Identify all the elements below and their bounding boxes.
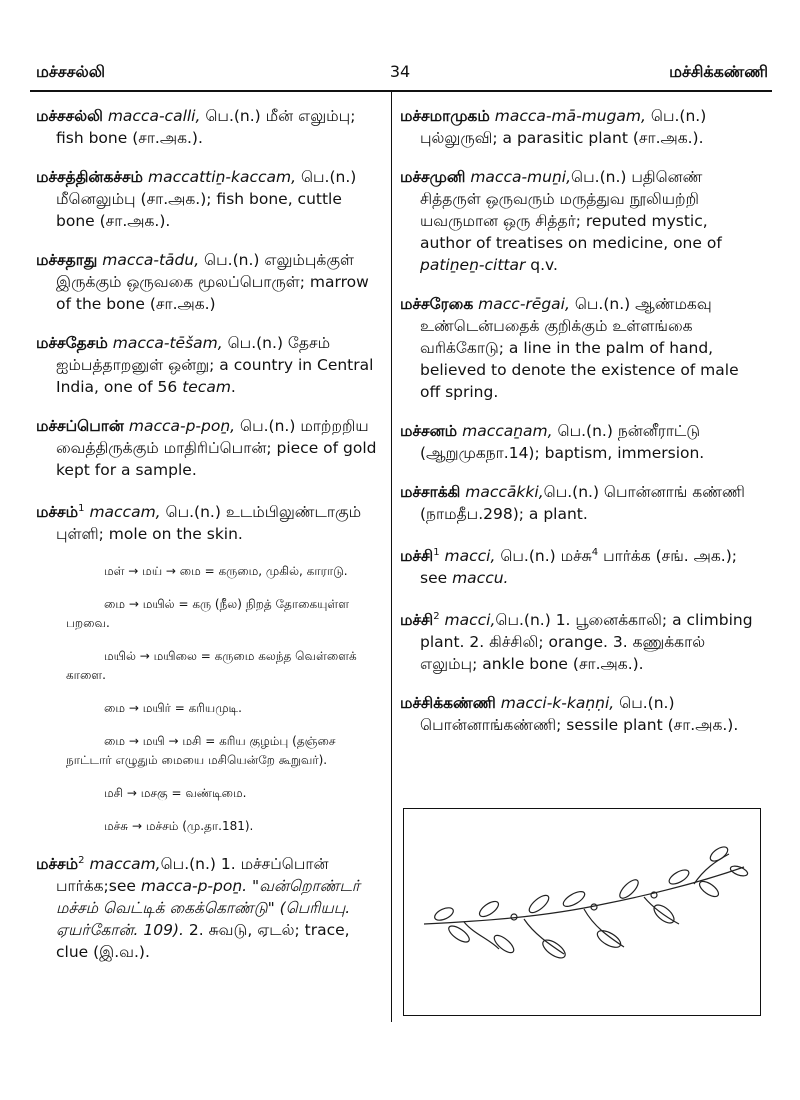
running-header-right: மச்சிக்கண்ணி xyxy=(669,62,768,81)
header-rule xyxy=(30,90,772,92)
column-divider xyxy=(391,92,392,1022)
headword: மச்சிக்கண்ணி xyxy=(400,694,496,713)
transliteration: macci, xyxy=(444,611,496,630)
definition: பெ.(n.) ஆண்மகவு உண்டென்பதைக் குறிக்கும் உள்ளங்கை வரிக்கோடு; a line in the palm of hand, believed to denote the existence of male off spring. xyxy=(420,295,739,401)
headword: மச்சமாமுகம் xyxy=(400,107,490,125)
dictionary-entry xyxy=(36,332,380,398)
headword: மச்சமுனி xyxy=(400,168,466,186)
dictionary-entry xyxy=(400,481,760,525)
headword: மச்சி xyxy=(400,547,434,566)
definition: பெ.(n.) 1. பூனைக்காலி; a climbing plant. 2. கிச்சிலி; orange. 3. கணுக்கால் எலும்பு; ankle bone (சா.அக.). xyxy=(420,611,753,674)
cross-reference: macca-p-poṉ. "வன்றொண்டர் மச்சம் வெட்டிக் கைக்கொண்டு" (பெரியபு. ஏயர்கோன். 109). xyxy=(56,877,360,940)
homonym-number: 2 xyxy=(433,611,440,623)
homonym-number: 2 xyxy=(78,855,85,867)
right-column xyxy=(400,105,760,753)
transliteration: macca-p-poṉ, xyxy=(128,417,236,435)
etymology-line: மச்சு → மச்சம் (மு.தா.181). xyxy=(104,819,254,834)
dictionary-entry xyxy=(400,420,760,464)
headword: மச்சப்பொன் xyxy=(36,417,124,435)
dictionary-entry xyxy=(36,498,380,545)
transliteration: macca-tādu, xyxy=(102,251,200,269)
page-number: 34 xyxy=(389,62,411,81)
definition: பெ.(n.) மீனெலும்பு (சா.அக.); fish bone, cuttle bone (சா.அக.). xyxy=(56,168,357,230)
homonym-number: 1 xyxy=(433,547,440,558)
left-column xyxy=(36,105,380,980)
dictionary-entry xyxy=(400,606,760,675)
dictionary-entry xyxy=(36,415,380,481)
definition: பெ.(n.) பதினெண் சித்தருள் ஒருவரும் மருத்துவ நூலியற்றி யவருமான ஒரு சித்தர்; reputed mystic, author of treatises on medicine, one of xyxy=(420,168,722,252)
running-header-left: மச்சசல்லி xyxy=(36,62,106,81)
plant-drawing xyxy=(404,809,760,1015)
definition: பெ.(n.) மாற்றறிய வைத்திருக்கும் மாதிரிப்பொன்; piece of gold kept for a sample. xyxy=(56,417,377,479)
dictionary-entry xyxy=(400,105,760,149)
definition: பெ.(n.) மீன் எலும்பு; fish bone (சா.அக.). xyxy=(56,107,356,147)
headword: மச்சதாது xyxy=(36,251,98,269)
cross-reference: tecam xyxy=(182,378,231,396)
headword: மச்சி xyxy=(400,611,434,630)
homonym-number: 4 xyxy=(591,547,599,558)
transliteration: macca-calli, xyxy=(107,107,201,125)
headword: மச்சதேசம் xyxy=(36,334,108,352)
transliteration: macca-mā-mugam, xyxy=(494,107,646,125)
transliteration: maccaṉam, xyxy=(462,422,553,440)
definition-end: . xyxy=(230,378,236,396)
dictionary-entry xyxy=(400,692,760,736)
dictionary-entry xyxy=(36,105,380,149)
definition: பெ.(n.) 1. மச்சப்பொன் பார்க்க;see xyxy=(56,855,329,896)
etymology-line: மசி → மசகு = வண்டிமை. xyxy=(104,786,247,801)
dictionary-entry xyxy=(36,166,380,232)
definition-end: q.v. xyxy=(525,256,558,274)
dictionary-entry xyxy=(400,542,760,589)
transliteration: macca-tēšam, xyxy=(112,334,223,352)
definition: பெ.(n.) தேசம் ஐம்பத்தாறனுள் ஒன்று; a country in Central India, one of 56 xyxy=(56,334,374,396)
definition: பெ.(n.) மச்சு xyxy=(495,547,592,566)
definition: பெ.(n.) எலும்புக்குள் இருக்கும் ஒருவகை மூலப்பொருள்; marrow of the bone (சா.அக.) xyxy=(56,251,369,313)
etymology-block xyxy=(36,562,380,836)
definition-end: 2. சுவடு, ஏடல்; trace, clue (இ.வ.). xyxy=(56,921,350,962)
dictionary-entry xyxy=(400,166,760,276)
transliteration: maccam, xyxy=(89,855,161,874)
definition: பெ.(n.) நன்னீராட்டு (ஆறுமுகநா.14); baptism, immersion. xyxy=(420,422,705,462)
plant-illustration xyxy=(403,808,761,1016)
dictionary-entry xyxy=(400,293,760,403)
cross-reference: maccu. xyxy=(452,569,509,588)
headword: மச்சனம் xyxy=(400,422,458,440)
etymology-line: மை → மயிர் = கரியமுடி. xyxy=(104,701,242,716)
dictionary-entry xyxy=(36,249,380,315)
headword: மச்சசல்லி xyxy=(36,107,103,125)
definition: பெ.(n.) புல்லுருவி; a parasitic plant (சா.அக.). xyxy=(420,107,707,147)
etymology-line: மை → மயில் = கரு (நீல) நிறத் தோகையுள்ள பறவை. xyxy=(66,597,350,631)
dictionary-entry xyxy=(36,850,380,963)
definition: பெ.(n.) பொன்னாங் கண்ணி (நாமதீப.298); a plant. xyxy=(420,483,745,523)
definition: பெ.(n.) பொன்னாங்கண்ணி; sessile plant (சா.அக.). xyxy=(420,694,739,735)
transliteration: macci-k-kaṇṇi, xyxy=(500,694,615,713)
headword: மச்சம் xyxy=(36,855,79,874)
transliteration: maccam, xyxy=(89,503,161,522)
transliteration: macca-muṉi, xyxy=(470,168,572,186)
headword: மச்சாக்கி xyxy=(400,483,461,501)
headword: மச்சரேகை xyxy=(400,295,474,313)
definition: பார்க்க (சங். அக.); see xyxy=(420,547,737,588)
transliteration: macc-rēgai, xyxy=(478,295,570,313)
etymology-line: மயில் → மயிலை = கருமை கலந்த வெள்ளைக் காளை. xyxy=(66,649,357,683)
etymology-line: மள் → மய் → மை = கருமை, முகில், காராடு. xyxy=(104,564,348,579)
headword: மச்சத்தின்கச்சம் xyxy=(36,168,144,186)
transliteration: macci, xyxy=(444,547,496,566)
homonym-number: 1 xyxy=(78,503,85,514)
headword: மச்சம் xyxy=(36,503,79,522)
definition: பெ.(n.) உடம்பிலுண்டாகும் புள்ளி; mole on the skin. xyxy=(56,503,362,544)
cross-reference: patiṉeṉ-cittar xyxy=(420,256,526,274)
etymology-line: மை → மயி → மசி = கரிய குழம்பு (தஞ்சை நாட்டார் எழுதும் மையை மசியென்றே கூறுவர்). xyxy=(66,734,336,768)
transliteration: maccattiṉ-kaccam, xyxy=(147,168,297,186)
transliteration: maccākki, xyxy=(465,483,544,501)
